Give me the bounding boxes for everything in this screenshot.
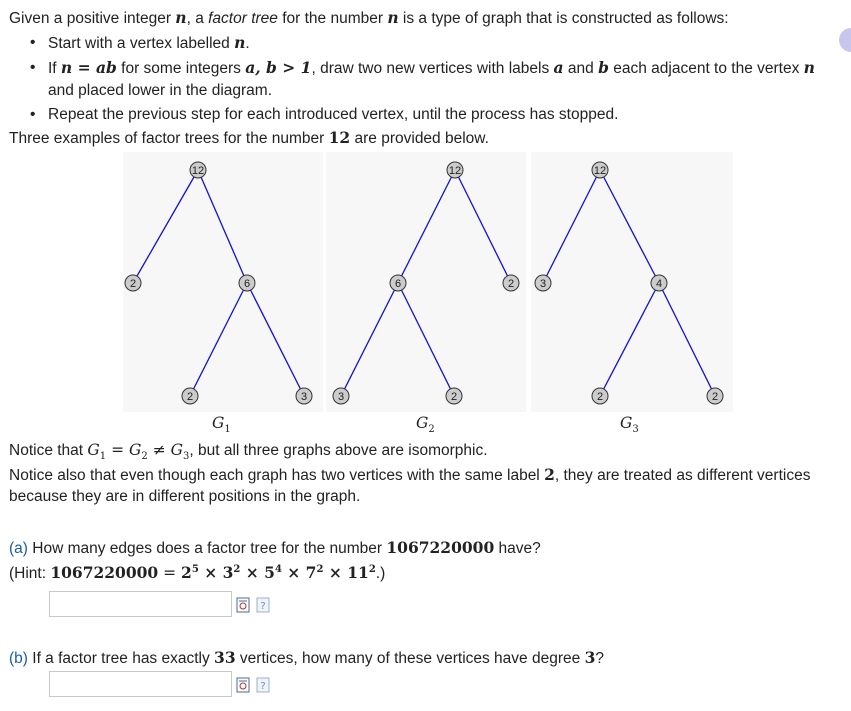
tree-vertex [239, 275, 255, 291]
vertex-label: 12 [593, 165, 607, 177]
tree-vertex [296, 388, 312, 404]
tree-panel-2 [326, 152, 526, 412]
vertex-label: 2 [596, 391, 604, 403]
tree-label-g3: $G_3$ [620, 414, 639, 436]
vertex-label: 3 [539, 278, 547, 290]
tree-vertex [592, 162, 608, 178]
tree-vertex [333, 388, 349, 404]
help-icon[interactable] [256, 677, 270, 693]
vertex-label: 6 [243, 278, 251, 290]
vertex-label: 3 [300, 391, 308, 403]
label-note-cont: because they are in different positions in the graph. [9, 488, 361, 505]
equality-statement: $G_1 = G_2 \ne G_3$ [87, 441, 190, 463]
step-3: • Repeat the previous step for each introduced vertex, until the process has stopped. [30, 106, 619, 123]
question-b-text: (b) If a factor tree has exactly 33 vertices, how many of these vertices have degree 3? [9, 648, 604, 667]
vertex-label: 4 [655, 278, 663, 290]
vertex-label: 2 [450, 391, 458, 403]
vertex-label: 12 [191, 165, 205, 177]
tree-vertex [592, 388, 608, 404]
tree-vertex [503, 275, 519, 291]
side-tab [839, 28, 851, 52]
answer-a-input[interactable] [49, 591, 232, 617]
tree-vertex [707, 388, 723, 404]
question-a-text: (a) How many edges does a factor tree for the number 1067220000 have? [9, 538, 541, 557]
tree-label-g1: $G_1$ [212, 414, 231, 436]
vertex-label: 6 [394, 278, 402, 290]
tree-vertex [535, 275, 551, 291]
tree-vertex [182, 388, 198, 404]
intro-paragraph: Given a positive integer n, a factor tree for the number n is a type of graph that is constructed as follows: [9, 8, 729, 27]
tree-vertex [446, 388, 462, 404]
svg-text:?: ? [260, 601, 266, 612]
vertex-label: 12 [448, 165, 462, 177]
preview-icon[interactable] [236, 677, 250, 693]
construction-steps [0, 32, 815, 126]
examples-intro: Three examples of factor trees for the number 12 are provided below. [9, 128, 489, 147]
isomorphic-note: Notice that $G_1 = G_2 \ne G_3$, but all three graphs above are isomorphic. [9, 441, 488, 463]
vertex-label: 2 [186, 391, 194, 403]
vertex-label: 2 [129, 278, 137, 290]
step-2: • If n = ab for some integers a, b > 1, draw two new vertices with labels a and b each adjacent to the vertex n and placed lower in the diagram. [30, 58, 815, 99]
factor-trees-figure [123, 152, 733, 412]
tree-panel-3 [531, 152, 733, 412]
answer-b-input[interactable] [49, 671, 232, 697]
vertex-label: 3 [337, 391, 345, 403]
question-a-hint: (Hint: $1067220000 = 2^5 \times 3^2 \times 5^4 \times 7^2 \times 11^2$.) [9, 563, 386, 582]
vertex-label: 2 [711, 391, 719, 403]
preview-icon[interactable] [236, 597, 250, 613]
tree-vertex [190, 162, 206, 178]
label-note: Notice also that even though each graph has two vertices with the same label 2, they are treated as different vertices [9, 465, 811, 484]
step-1: • Start with a vertex labelled n. [30, 33, 250, 52]
tree-vertex [651, 275, 667, 291]
tree-vertex [447, 162, 463, 178]
svg-text:?: ? [260, 681, 266, 692]
tree-vertex [125, 275, 141, 291]
tree-vertex [390, 275, 406, 291]
tree-label-g2: $G_2$ [416, 414, 435, 436]
help-icon[interactable] [256, 597, 270, 613]
hint-factorization: $2^5 \times 3^2 \times 5^4 \times 7^2 \times 11^2$ [181, 563, 376, 582]
vertex-label: 2 [507, 278, 515, 290]
